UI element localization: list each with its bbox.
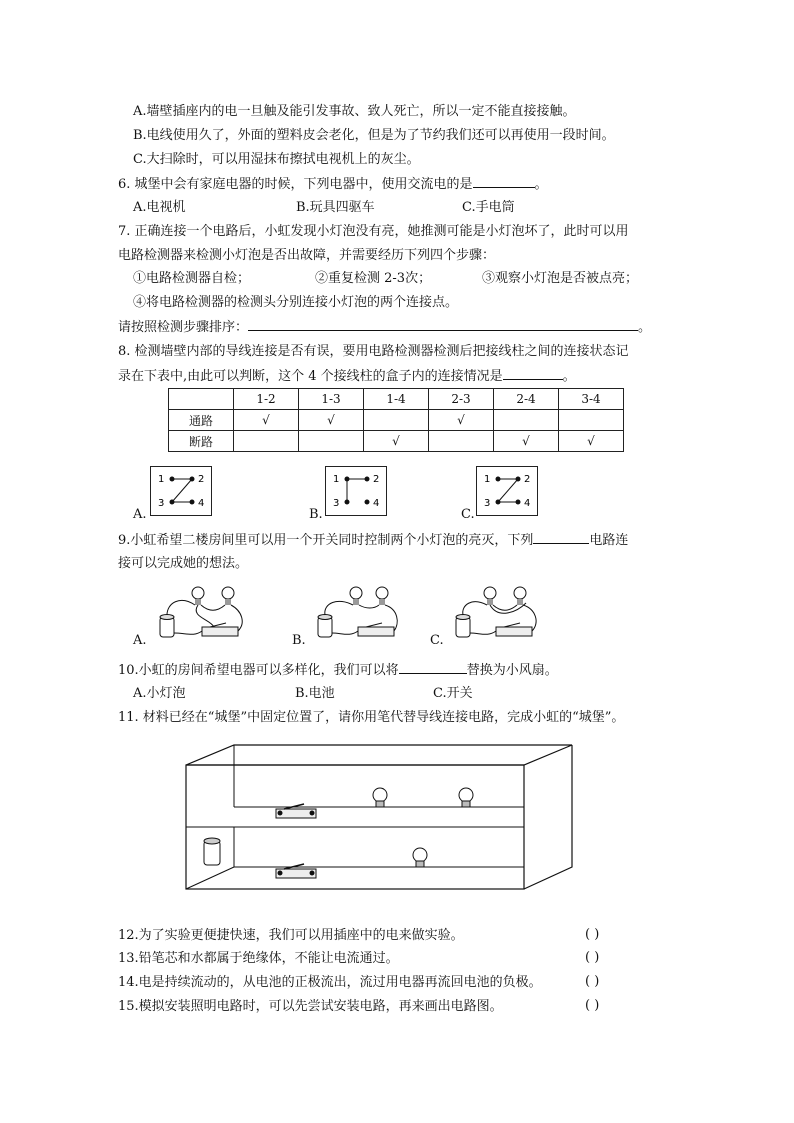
q8-cell [494,410,559,431]
q8-cell: √ [494,431,559,452]
bulb-icon [373,788,387,807]
q10-stem [118,661,558,680]
q9-option-b-circuit[interactable] [308,583,408,645]
q8-header-cell: 1-3 [299,389,364,410]
q8-line1: 8. 检测墙壁内部的导线连接是否有误，要用电路检测器检测后把接线柱之间的连接状态记 [118,344,629,359]
q15-answer-paren[interactable]: ( ) [585,998,600,1013]
q9-line2: 接可以完成她的想法。 [118,556,249,571]
svg-text:2: 2 [524,474,531,485]
q8-cell [559,410,624,431]
q9-line1b: 电路连 [589,533,629,548]
q9-option-a-circuit[interactable] [150,583,250,645]
q9-line1 [118,531,628,550]
svg-text:2: 2 [373,474,380,485]
q8-option-b-label: B. [309,507,323,522]
q7-order [118,318,651,337]
q5-option-b: B.电线使用久了，外面的塑料皮会老化，但是为了节约我们还可以再使用一段时间。 [133,128,615,143]
battery-icon [204,838,220,865]
svg-text:4: 4 [524,498,531,509]
q8-cell: √ [364,431,429,452]
q14-statement: 14.电是持续流动的，从电池的正极流出，流过用电器再流回电池的负极。 [118,975,542,990]
q8-header-cell: 1-4 [364,389,429,410]
q7-step2: ②重复检测 2-3次； [315,271,432,286]
svg-text:3: 3 [333,498,340,509]
q6-stem-text: 6. 城堡中会有家庭电器的时候，下列电器中，使用交流电的是 [118,177,473,192]
q8-cell [429,431,494,452]
svg-text:2: 2 [198,474,205,485]
q8-option-c-label: C. [461,507,475,522]
q10-stem-text2: 替换为小风扇。 [466,663,558,678]
q5-option-a: A.墙壁插座内的电一旦触及能引发事故、致人死亡，所以一定不能直接接触。 [133,104,576,119]
q8-header-cell: 3-4 [559,389,624,410]
q8-cell [234,431,299,452]
q8-option-c-diagram[interactable] [476,466,538,516]
q8-line2-text: 录在下表中,由此可以判断，这个 4 个接线柱的盒子内的连接情况是 [118,369,503,384]
q8-cell [299,431,364,452]
svg-text:4: 4 [198,498,205,509]
q10-stem-text: 10.小虹的房间希望电器可以多样化，我们可以将 [118,663,399,678]
q6-option-b: B.玩具四驱车 [296,200,375,215]
q8-table [168,388,624,452]
q9-option-a-label: A. [133,633,147,648]
q10-option-b: B.电池 [295,686,335,701]
q7-end: 。 [638,320,652,335]
bulb-icon [459,788,473,807]
q6-stem [118,175,548,194]
q8-table-row [169,431,624,452]
q13-statement: 13.铅笔芯和水都属于绝缘体，不能让电流通过。 [118,951,399,966]
svg-text:1: 1 [333,474,340,485]
q11-stem: 11. 材料已经在“城堡”中固定位置了，请你用笔代替导线连接电路，完成小虹的“城堡”。 [118,710,625,725]
bulb-icon [413,848,427,867]
q8-answer-blank[interactable] [503,367,563,380]
q9-option-c-circuit[interactable] [446,583,546,645]
q8-cell: 断路 [169,431,234,452]
q7-answer-blank[interactable] [248,318,638,331]
q7-step4: ④将电路检测器的检测头分别连接小灯泡的两个连接点。 [133,295,459,310]
q7-step3: ③观察小灯泡是否被点亮； [482,271,639,286]
q7-line1: 7. 正确连接一个电路后，小虹发现小灯泡没有亮，她推测可能是小灯泡坏了，此时可以用 [118,224,629,239]
q8-option-a-diagram[interactable] [150,466,212,516]
q6-option-a: A.电视机 [133,200,186,215]
q8-cell: √ [429,410,494,431]
q8-cell [364,410,429,431]
q8-cell: √ [299,410,364,431]
q12-answer-paren[interactable]: ( ) [585,927,600,942]
q8-header-cell: 2-4 [494,389,559,410]
q6-end: 。 [534,177,548,192]
q12-statement: 12.为了实验更便捷快速，我们可以用插座中的电来做实验。 [118,928,464,943]
q9-line1-text: 9.小虹希望二楼房间里可以用一个开关同时控制两个小灯泡的亮灭，下列 [118,533,534,548]
q7-line2: 电路检测器来检测小灯泡是否出故障，并需要经历下列四个步骤： [118,248,496,263]
q9-answer-blank[interactable] [533,531,589,544]
svg-text:1: 1 [158,474,165,485]
svg-text:3: 3 [158,498,165,509]
svg-text:4: 4 [373,498,380,509]
q8-header-cell [169,389,234,410]
q8-cell: √ [234,410,299,431]
q10-option-a: A.小灯泡 [133,686,186,701]
q7-order-text: 请按照检测步骤排序： [118,320,249,335]
q8-line2 [118,367,576,386]
q8-end: 。 [562,369,576,384]
q8-table-header-row [169,389,624,410]
q7-step1: ①电路检测器自检； [133,271,251,286]
q10-answer-blank[interactable] [399,661,467,674]
q15-statement: 15.模拟安装照明电路时，可以先尝试安装电路，再来画出电路图。 [118,999,503,1014]
q9-option-b-label: B. [292,633,306,648]
q8-option-a-label: A. [133,507,147,522]
q8-header-cell: 2-3 [429,389,494,410]
q14-answer-paren[interactable]: ( ) [585,974,600,989]
q5-option-c: C.大扫除时，可以用湿抹布擦拭电视机上的灰尘。 [133,152,420,167]
svg-text:1: 1 [484,474,491,485]
svg-text:3: 3 [484,498,491,509]
q8-option-b-diagram[interactable] [325,466,387,516]
switch-icon [276,864,316,878]
q10-option-c: C.开关 [433,686,473,701]
q8-table-row [169,410,624,431]
q9-option-c-label: C. [430,633,444,648]
q6-option-c: C.手电筒 [462,200,515,215]
q6-answer-blank[interactable] [473,175,535,188]
switch-icon [276,804,316,818]
q8-cell: √ [559,431,624,452]
q8-header-cell: 1-2 [234,389,299,410]
castle-diagram[interactable] [180,743,580,893]
q8-cell: 通路 [169,410,234,431]
q13-answer-paren[interactable]: ( ) [585,950,600,965]
